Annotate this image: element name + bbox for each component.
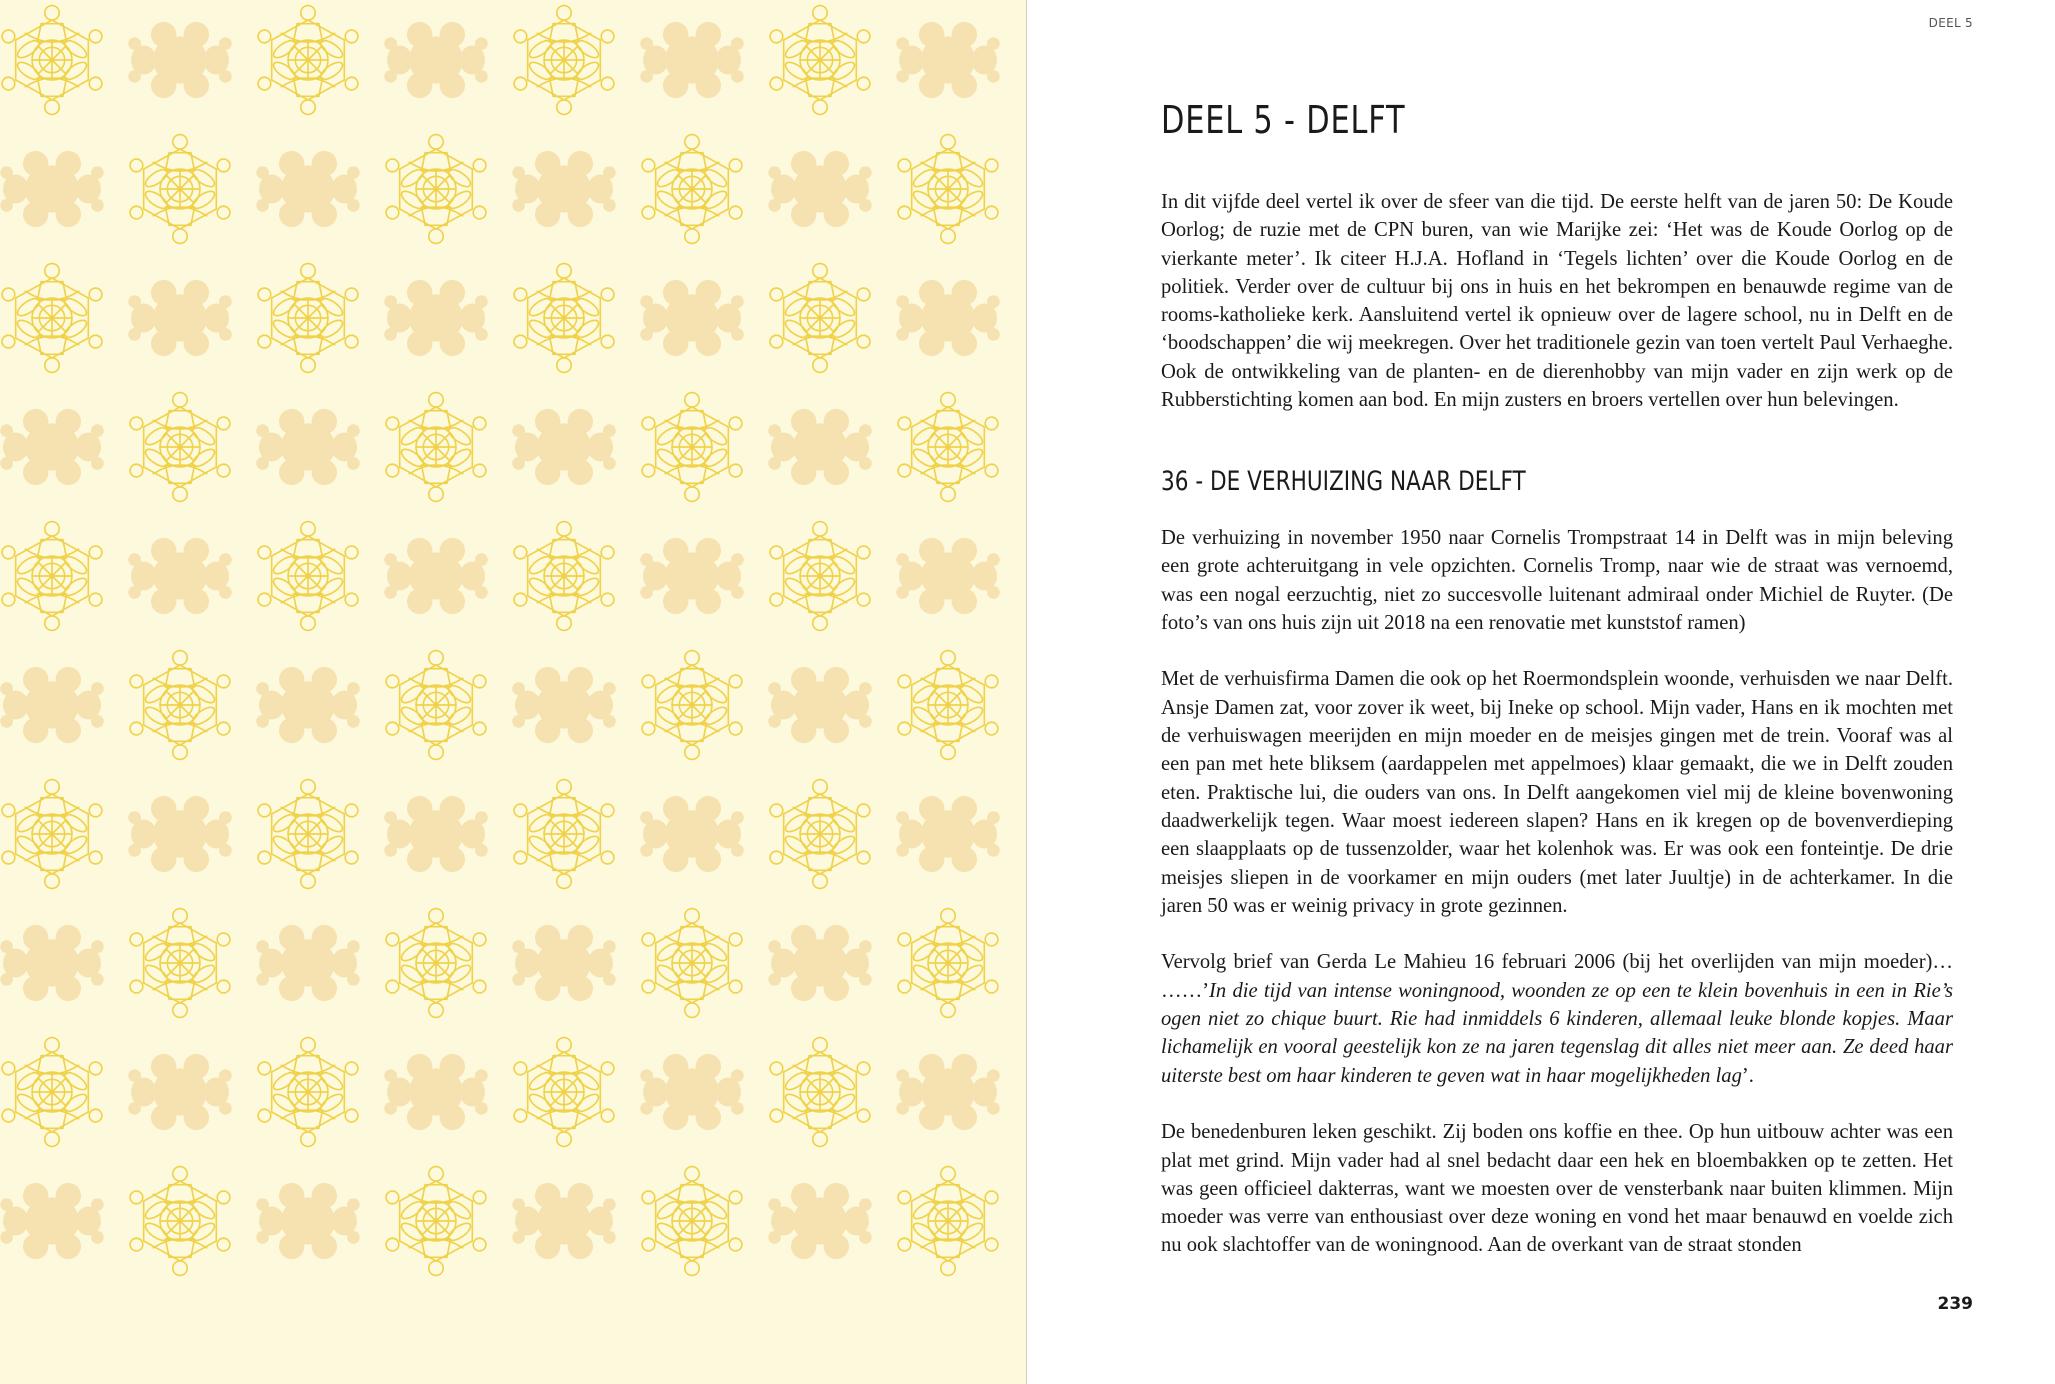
flower-blob-motif	[896, 280, 999, 356]
flower-blob-motif	[256, 409, 359, 485]
ornate-cross-motif	[514, 780, 614, 889]
ornate-cross-motif	[258, 6, 358, 115]
flower-blob-motif	[256, 667, 359, 743]
main-text-block	[1161, 524, 1953, 1288]
flower-blob-motif	[640, 538, 743, 614]
flower-blob-motif	[256, 151, 359, 227]
flower-blob-motif	[512, 1183, 615, 1259]
ornate-cross-motif	[770, 780, 870, 889]
running-head: DEEL 5	[1928, 16, 1973, 30]
letter-intro: Vervolg brief van Gerda Le Mahieu 16 februari 2006 (bij het overlijden van mijn moeder)…	[1161, 951, 1953, 974]
intro-block	[1161, 188, 1953, 414]
flower-blob-motif	[896, 22, 999, 98]
flower-blob-motif	[128, 1054, 231, 1130]
flower-blob-motif	[896, 796, 999, 872]
ornate-cross-motif	[258, 522, 358, 631]
flower-blob-motif	[128, 22, 231, 98]
ornate-cross-motif	[130, 1167, 230, 1276]
ornate-cross-motif	[642, 393, 742, 502]
letter-quote-paragraph	[1161, 948, 1953, 1089]
flower-blob-motif	[0, 925, 103, 1001]
body-paragraph: De benedenburen leken geschikt. Zij boden ons koffie en thee. Op hun uitbouw achter was een plat met grind. Mijn vader had al snel bedacht daar een hek en bloembakken op te zetten. Het was geen officieel dakterras, want we moesten over de vensterbank naar buiten klimmen. Mijn moeder was verre van enthousiast over deze woning en vond het maar benauwd en voelde zich nu ook slachtoffer van de woningnood. Aan de overkant van de straat stonden	[1161, 1121, 1953, 1257]
flower-blob-motif	[384, 280, 487, 356]
flower-blob-motif	[256, 1183, 359, 1259]
ornate-cross-motif	[386, 1167, 486, 1276]
flower-blob-motif	[640, 22, 743, 98]
flower-blob-motif	[768, 151, 871, 227]
letter-quote: In die tijd van intense woningnood, woonden ze op een te klein bovenhuis in een in Rie’s ogen niet zo chique buurt. Rie had inmiddels 6 kinderen, allemaal leuke blonde kopjes. Maar lichamelijk en vooral geestelijk kon ze na jaren tegenslag dit alles niet meer aan. Ze deed haar uiterste best om haar kinderen te geven wat in haar mogelijkheden lag	[1161, 979, 1953, 1087]
flower-blob-motif	[512, 667, 615, 743]
ornate-cross-motif	[514, 1038, 614, 1147]
ornate-cross-motif	[898, 909, 998, 1018]
ornate-cross-motif	[642, 651, 742, 760]
intro-paragraph: In dit vijfde deel vertel ik over de sfeer van die tijd. De eerste helft van de jaren 50: De Koude Oorlog; de ruzie met de CPN buren, van wie Marijke zei: ‘Het was de Koude Oorlog op de vierkante meter’. Ik citeer H.J.A. Hofland in ‘Tegels lichten’ over die Koude Oorlog en de politiek. Verder over de cultuur bij ons in huis en het bekrompen en benauwde regime van de rooms-katholieke kerk. Aansluitend vertel ik opnieuw over de lagere school, nu in Delft en de ‘boodschappen’ die wij meekregen. Over het traditionele gezin van toen vertelt Paul Verhaeghe. Ook de ontwikkeling van de planten- en de dierenhobby van mijn vader en zijn werk op de Rubberstichting komen aan bod. En mijn zusters en broers vertellen over hun belevingen.	[1161, 191, 1953, 412]
ornate-cross-motif	[386, 651, 486, 760]
ornate-cross-motif	[2, 264, 102, 373]
chapter-title: DEEL 5 - DELFT	[1161, 98, 1406, 142]
flower-blob-motif	[896, 538, 999, 614]
ornate-cross-motif	[898, 393, 998, 502]
flower-blob-motif	[0, 667, 103, 743]
ornate-cross-motif	[770, 6, 870, 115]
ornate-cross-motif	[2, 1038, 102, 1147]
ornate-cross-motif	[898, 651, 998, 760]
ornate-cross-motif	[130, 909, 230, 1018]
ornate-cross-motif	[642, 909, 742, 1018]
ornate-cross-motif	[514, 6, 614, 115]
flower-blob-motif	[256, 925, 359, 1001]
ornate-cross-motif	[130, 135, 230, 244]
flower-blob-motif	[768, 1183, 871, 1259]
section-title: 36 - DE VERHUIZING NAAR DELFT	[1161, 466, 1526, 497]
ornate-cross-motif	[514, 264, 614, 373]
ornate-cross-motif	[770, 522, 870, 631]
flower-blob-motif	[128, 796, 231, 872]
flower-blob-motif	[640, 1054, 743, 1130]
ornate-cross-motif	[2, 6, 102, 115]
ornate-cross-motif	[642, 135, 742, 244]
flower-blob-motif	[0, 151, 103, 227]
ornate-cross-motif	[130, 651, 230, 760]
flower-blob-motif	[128, 538, 231, 614]
ornate-cross-motif	[2, 780, 102, 889]
letter-suffix: ’.	[1741, 1064, 1754, 1087]
ornate-cross-motif	[258, 1038, 358, 1147]
flower-blob-motif	[128, 280, 231, 356]
flower-blob-motif	[768, 667, 871, 743]
flower-blob-motif	[640, 280, 743, 356]
flower-blob-motif	[0, 409, 103, 485]
ornate-cross-motif	[770, 1038, 870, 1147]
page-number: 239	[1937, 1294, 1973, 1314]
flower-blob-motif	[512, 925, 615, 1001]
flower-blob-motif	[896, 1054, 999, 1130]
flower-blob-motif	[640, 796, 743, 872]
ornate-cross-motif	[130, 393, 230, 502]
flower-blob-motif	[0, 1183, 103, 1259]
ornate-cross-motif	[514, 522, 614, 631]
ornate-cross-motif	[386, 909, 486, 1018]
ornate-cross-motif	[386, 135, 486, 244]
flower-blob-motif	[384, 22, 487, 98]
flower-blob-motif	[384, 796, 487, 872]
ornate-cross-motif	[258, 780, 358, 889]
ornate-cross-motif	[386, 393, 486, 502]
flower-blob-motif	[768, 925, 871, 1001]
body-paragraph: Met de verhuisfirma Damen die ook op het Roermondsplein woonde, verhuisden we naar Delft. Ansje Damen zat, voor zover ik weet, bij Ineke op school. Mijn vader, Hans en ik mochten met de verhuiswagen meerijden en mijn moeder en de meisjes gingen met de trein. Vooraf was al een pan met hete bliksem (aardappelen met appelmoes) klaar gemaakt, die we in Delft zouden eten. Praktische lui, die ouders van ons. In Delft aangekomen viel mij de kleine bovenwoning daadwerkelijk tegen. Waar moest iedereen slapen? Hans en ik kregen op de bovenverdieping een slaapplaats op de tussenzolder, waar het kolenhok was. Er was ook een fonteintje. De drie meisjes sliepen in de voorkamer en mijn ouders (met later Juultje) in de achterkamer. In die jaren 50 was er weinig privacy in grote gezinnen.	[1161, 668, 1953, 917]
right-page-text	[1027, 0, 2055, 1384]
ornate-cross-motif	[898, 1167, 998, 1276]
flower-blob-motif	[512, 409, 615, 485]
flower-blob-motif	[512, 151, 615, 227]
ornate-cross-motif	[770, 264, 870, 373]
body-paragraph: De verhuizing in november 1950 naar Cornelis Trompstraat 14 in Delft was in mijn beleving een grote achteruitgang in vele opzichten. Cornelis Tromp, naar wie de straat was vernoemd, was een nogal eerzuchtig, niet zo succesvolle luitenant admiraal onder Michiel de Ruyter. (De foto’s van ons huis zijn uit 2018 na een renovatie met kunststof ramen)	[1161, 527, 1953, 634]
letter-prefix: ……’	[1161, 979, 1210, 1002]
ornate-cross-motif	[258, 264, 358, 373]
ornate-cross-motif	[2, 522, 102, 631]
decorative-pattern	[0, 0, 1027, 1384]
left-page-pattern	[0, 0, 1027, 1384]
ornate-cross-motif	[642, 1167, 742, 1276]
flower-blob-motif	[768, 409, 871, 485]
ornate-cross-motif	[898, 135, 998, 244]
flower-blob-motif	[384, 538, 487, 614]
flower-blob-motif	[384, 1054, 487, 1130]
